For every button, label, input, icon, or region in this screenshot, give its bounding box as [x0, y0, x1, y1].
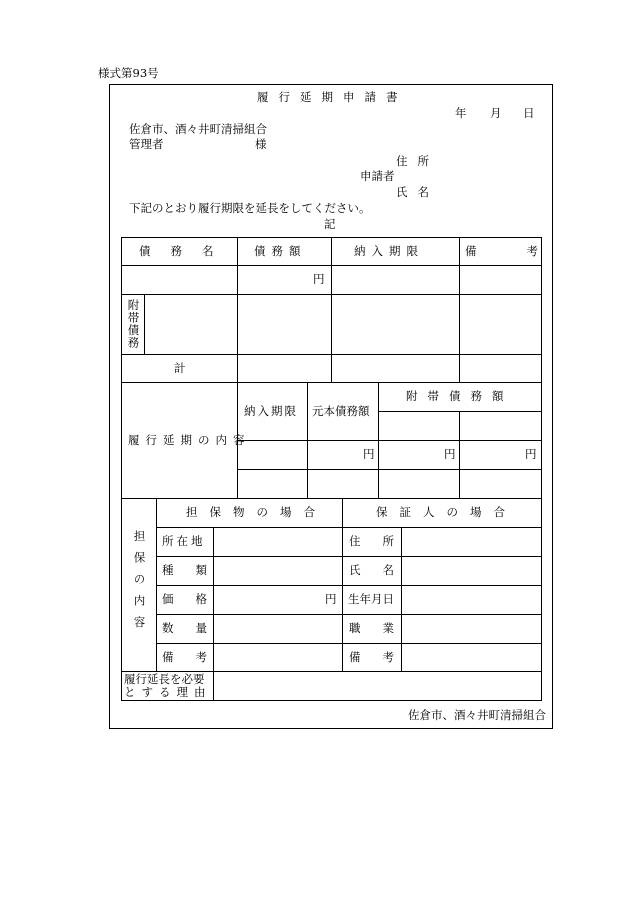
property-price-yen: 円: [325, 592, 337, 606]
header-remarks: 備考: [465, 244, 588, 258]
form-number: 様式第93号: [98, 66, 159, 80]
footer-organization: 佐倉市、酒々井町清掃組合: [408, 708, 546, 722]
collateral-property-header: 担保物の場合: [186, 505, 327, 519]
extension-yen-2: 円: [444, 447, 456, 461]
collateral-guarantor-header: 保証人の場合: [376, 505, 517, 519]
guarantor-row-occupation: 職業: [349, 621, 416, 635]
header-debt-amount: 債務額: [254, 244, 307, 258]
intro-text: 下記のとおり履行期限を延長をしてください。: [129, 201, 371, 215]
extension-principal: 元本債務額: [312, 404, 370, 418]
property-row-price: 価格: [162, 592, 229, 606]
header-debt-name: 債務名: [139, 244, 234, 258]
extension-attached-amount: 附帯債務額: [406, 389, 514, 403]
extension-yen-1: 円: [363, 447, 375, 461]
recipient-organization: 佐倉市、酒々井町清掃組合: [129, 122, 267, 136]
date-month: 月: [490, 106, 502, 120]
guarantor-row-address: 住所: [349, 534, 416, 548]
date-year: 年: [455, 106, 467, 120]
extension-yen-3: 円: [525, 447, 537, 461]
extension-due-date: 納入期限: [244, 404, 298, 418]
guarantor-row-name: 氏名: [349, 563, 416, 577]
applicant-address-label: 住所: [396, 154, 439, 168]
extension-label: 履行延期の内容: [128, 433, 251, 447]
date-day: 日: [523, 106, 535, 120]
reason-line2: とする理由: [124, 685, 212, 699]
debt-amount-yen: 円: [313, 272, 325, 286]
collateral-label: 担保の内容: [132, 530, 147, 638]
ki-label: 記: [324, 217, 336, 231]
guarantor-row-remarks: 備考: [349, 650, 416, 664]
applicant-label: 申請者: [360, 169, 395, 183]
form-title: 履行延期申請書: [257, 90, 408, 104]
header-due-date: 納入期限: [354, 244, 424, 258]
guarantor-row-birthdate: 生年月日: [348, 592, 394, 606]
recipient-position: 管理者: [129, 137, 164, 151]
total-label: 計: [174, 361, 186, 375]
property-row-type: 種類: [162, 563, 229, 577]
property-row-location: 所在地: [162, 534, 206, 548]
reason-line1: 履行延長を必要: [124, 672, 205, 686]
attached-debt-label: 附帯債務: [126, 299, 141, 349]
property-row-remarks: 備考: [162, 650, 229, 664]
recipient-honorific: 様: [255, 137, 267, 151]
property-row-quantity: 数量: [162, 621, 229, 635]
applicant-name-label: 氏名: [396, 185, 439, 199]
